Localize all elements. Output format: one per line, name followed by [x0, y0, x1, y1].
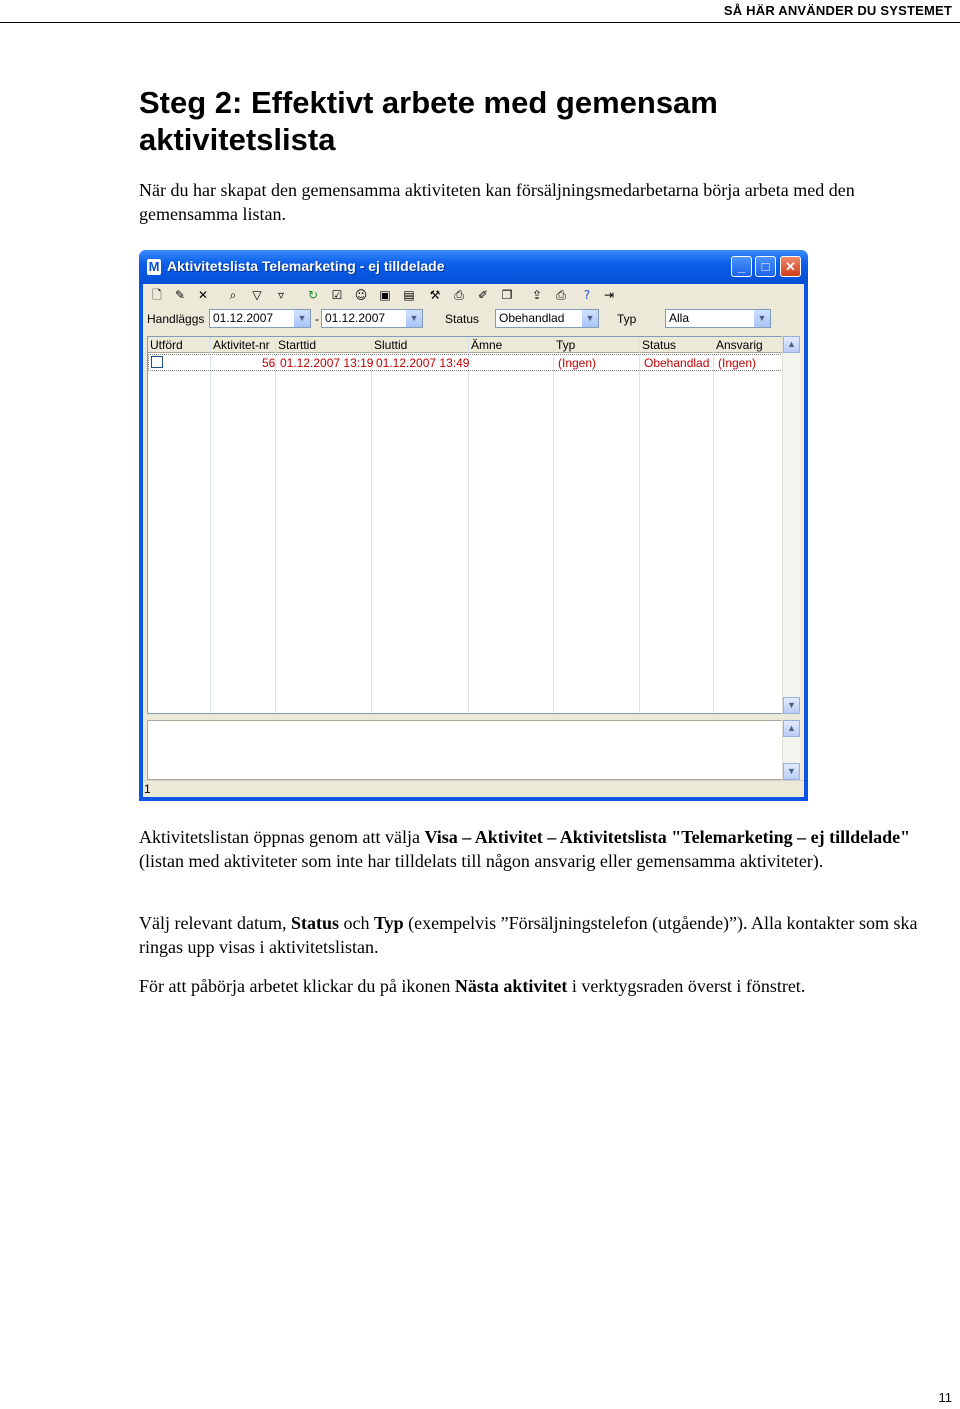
handlaggare-label: Handläggs [147, 312, 205, 326]
tools-icon[interactable]: ⚒ [429, 288, 441, 302]
text: För att påbörja arbetet klickar du på ikonen [139, 976, 455, 996]
copy-icon[interactable]: ❐ [501, 288, 513, 302]
printer-icon[interactable]: ⎙ [556, 288, 566, 302]
page-number: 11 [938, 1390, 952, 1405]
typ-combo[interactable] [665, 309, 771, 328]
status-term: Status [290, 913, 339, 933]
filter-icon[interactable]: ▽ [252, 288, 262, 302]
record-count: 1 [144, 782, 151, 796]
details-scrollbar[interactable] [782, 720, 800, 780]
typ-cell: (Ingen) [558, 356, 597, 370]
chevron-down-icon[interactable]: ▼ [783, 763, 800, 780]
instruction-paragraph-3 [139, 974, 949, 998]
chevron-up-icon[interactable]: ▲ [783, 720, 800, 737]
status-combo[interactable] [495, 309, 599, 328]
maximize-button[interactable]: □ [755, 256, 776, 277]
toolbar [143, 284, 804, 306]
column-divider [468, 337, 469, 713]
window-titlebar[interactable] [139, 250, 808, 284]
status-bar [143, 780, 804, 798]
chevron-up-icon[interactable]: ▲ [783, 336, 800, 353]
status-label: Status [445, 312, 480, 326]
view-icon[interactable]: ▤ [403, 288, 415, 302]
table-row[interactable] [148, 354, 785, 371]
next-activity-icon[interactable]: ⇥ [603, 288, 615, 302]
aktivitet-nr-cell: 56 [262, 356, 276, 370]
text: i verktygsraden överst i fönstret. [567, 976, 806, 996]
filter-clear-icon[interactable]: ▿ [277, 288, 285, 302]
typ-value: Alla [669, 311, 690, 325]
export-icon[interactable]: ⇪ [531, 288, 543, 302]
column-header[interactable]: Status [642, 338, 677, 352]
text: och [338, 913, 374, 933]
window-client [143, 284, 804, 797]
check-icon[interactable]: ☑ [331, 288, 343, 302]
column-header[interactable]: Ämne [471, 338, 503, 352]
column-divider [639, 337, 640, 713]
edit-icon[interactable]: ✎ [174, 288, 186, 302]
details-pane[interactable] [147, 720, 785, 780]
column-header[interactable]: Starttid [278, 338, 317, 352]
close-button[interactable]: ✕ [780, 256, 801, 277]
utford-checkbox[interactable] [151, 356, 163, 368]
window-title: Aktivitetslista Telemarketing - ej tilldelade [167, 258, 445, 274]
print-icon[interactable]: ⎙ [454, 288, 464, 302]
to-date-combo[interactable] [321, 309, 423, 328]
column-header[interactable]: Ansvarig [716, 338, 763, 352]
text: (exempelvis ”Försäljningstelefon (utgående)”). Alla kontakter som ska ringas upp visas i aktivitetslistan. [139, 913, 918, 957]
intro-paragraph: När du har skapat den gemensamma aktiviteten kan försäljningsmedarbetarna börja arbeta med den gemensamma listan. [139, 180, 855, 224]
column-header[interactable]: Typ [556, 338, 576, 352]
new-doc-icon[interactable]: 🗋 [152, 288, 162, 302]
column-header[interactable]: Sluttid [374, 338, 408, 352]
column-header[interactable]: Aktivitet-nr [213, 338, 270, 352]
page-title: Steg 2: Effektivt arbete med gemensam aktivitetslista [139, 85, 718, 157]
status-cell: Obehandlad [644, 356, 710, 370]
delete-icon[interactable]: ✕ [197, 288, 209, 302]
chevron-down-icon[interactable]: ▼ [406, 310, 422, 327]
app-icon: M [148, 259, 160, 274]
typ-label: Typ [617, 312, 637, 326]
status-value: Obehandlad [499, 311, 565, 325]
grid-scrollbar[interactable] [782, 336, 800, 714]
help-icon[interactable]: ? [583, 288, 591, 302]
page-header [0, 0, 960, 23]
users-icon[interactable]: ☺ [354, 288, 368, 302]
column-divider [210, 337, 211, 713]
grid-header [148, 337, 785, 353]
column-header[interactable]: Utförd [150, 338, 183, 352]
to-date-value: 01.12.2007 [325, 311, 386, 325]
sluttid-cell: 01.12.2007 13:49 [376, 356, 470, 370]
from-date-value: 01.12.2007 [213, 311, 274, 325]
starttid-cell: 01.12.2007 13:19 [280, 356, 374, 370]
text: Välj relevant datum, [139, 913, 291, 933]
column-divider [713, 337, 714, 713]
column-divider [553, 337, 554, 713]
chevron-down-icon[interactable]: ▼ [783, 697, 800, 714]
ansvarig-cell: (Ingen) [718, 356, 757, 370]
menu-path: Visa – Aktivitet – Aktivitetslista "Telemarketing – ej tilldelade" [424, 827, 911, 847]
section-title: SÅ HÄR ANVÄNDER DU SYSTEMET [723, 3, 952, 18]
typ-term: Typ [373, 913, 404, 933]
card-icon[interactable]: ▣ [379, 288, 391, 302]
instruction-paragraph-1 [139, 825, 949, 873]
text: Aktivitetslistan öppnas genom att välja [139, 827, 425, 847]
minimize-button[interactable]: _ [731, 256, 752, 277]
activity-grid [147, 336, 785, 714]
text: (listan med aktiviteter som inte har tilldelats till någon ansvarig eller gemensamma aktiviteter). [139, 851, 824, 871]
chevron-down-icon[interactable]: ▼ [754, 310, 770, 327]
from-date-combo[interactable] [209, 309, 311, 328]
search-icon[interactable]: ⌕ [229, 288, 237, 302]
notes-icon[interactable]: ✐ [477, 288, 489, 302]
column-divider [371, 337, 372, 713]
column-divider [275, 337, 276, 713]
date-separator: - [315, 312, 319, 326]
chevron-down-icon[interactable]: ▼ [294, 310, 310, 327]
refresh-icon[interactable]: ↻ [307, 288, 319, 302]
instruction-paragraph-2 [139, 911, 949, 959]
filter-bar [143, 307, 804, 331]
chevron-down-icon[interactable]: ▼ [582, 310, 598, 327]
next-activity-term: Nästa aktivitet [454, 976, 568, 996]
activity-list-window [139, 250, 808, 801]
